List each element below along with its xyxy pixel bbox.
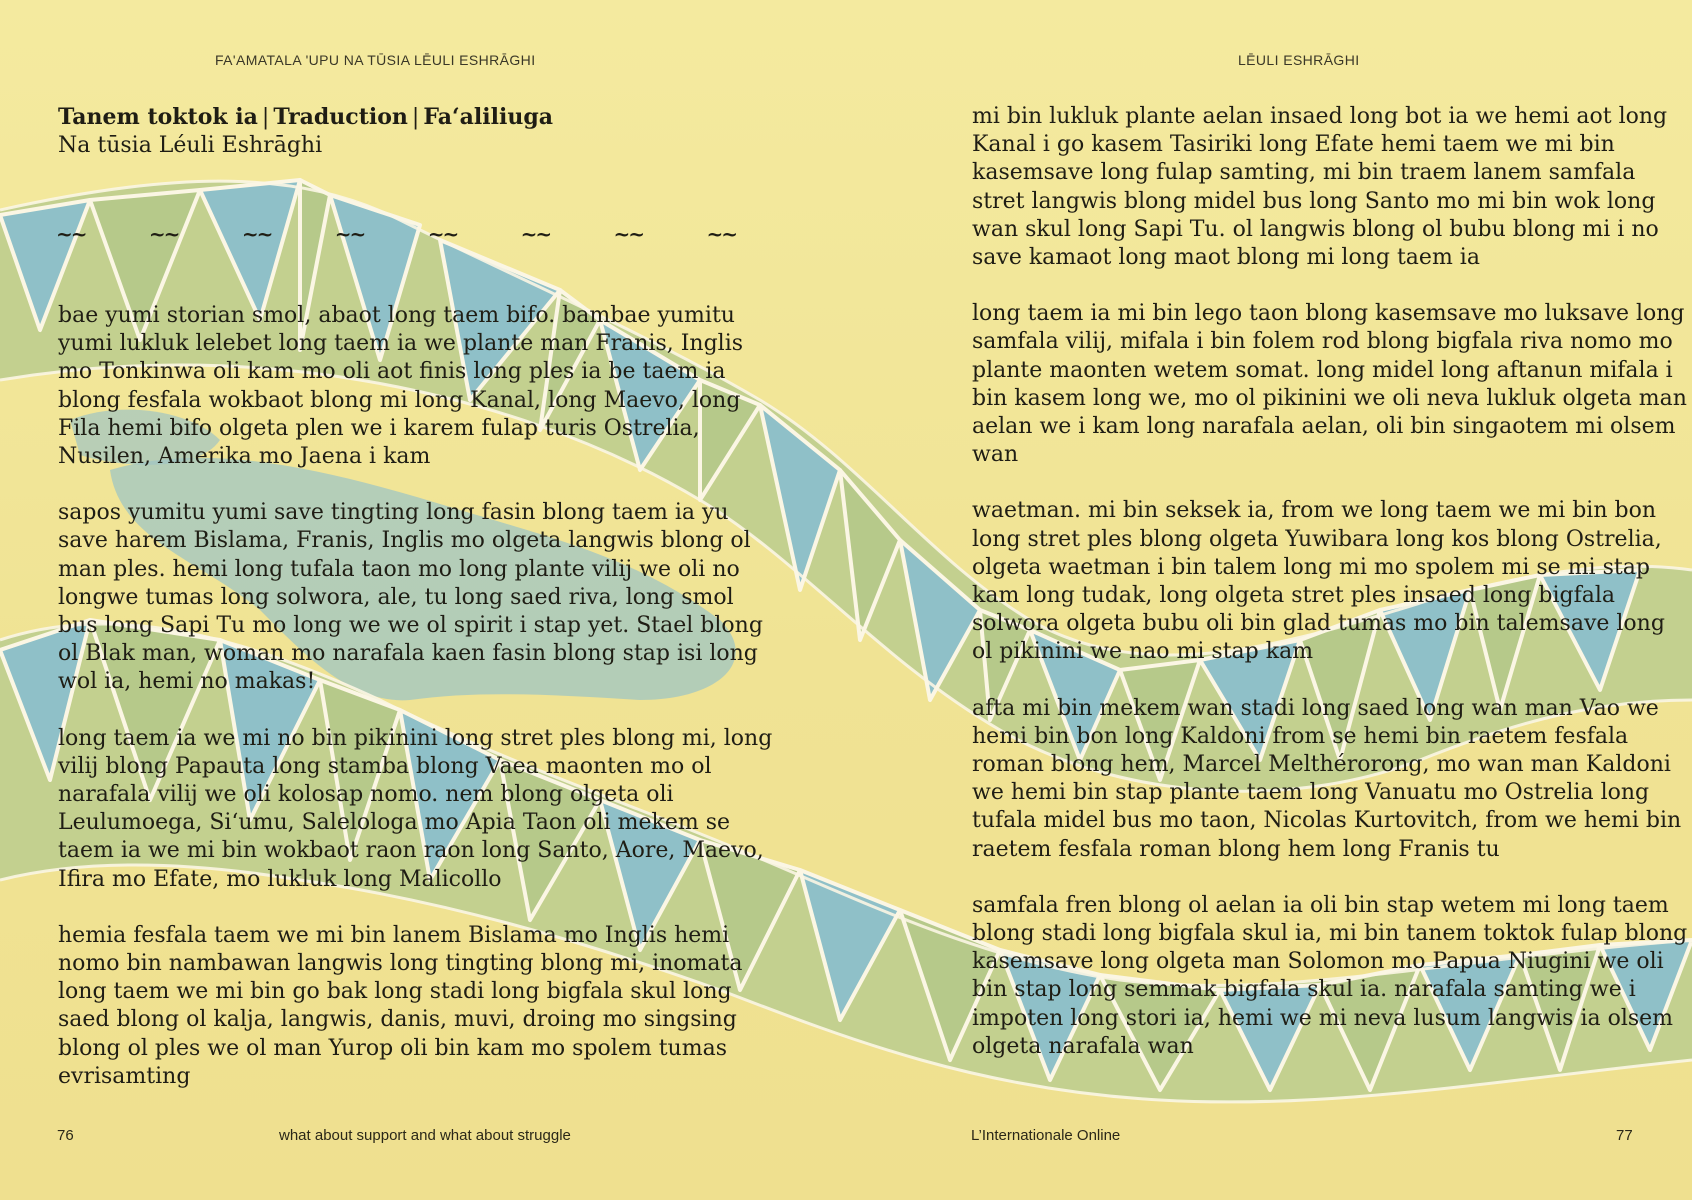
title-part-samoan: Faʻaliliuga bbox=[423, 104, 553, 130]
title-block bbox=[58, 103, 758, 160]
wave-mark: ~~ bbox=[56, 222, 86, 246]
wave-mark: ~~ bbox=[427, 222, 458, 246]
paragraph: samfala fren blong ol aelan ia oli bin stap wetem mi long taem blong stadi long bigfala skul ia, mi bin tanem toktok fulap blong kasemsave long olgeta man Solomon mo Papua Niugini we oli bin stap long semmak bigfala skul ia. narafala samting we i impoten long stori ia, hemi we mi neva lusum langwis ia olsem olgeta narafala wan bbox=[972, 892, 1688, 1059]
paragraph: long taem ia we mi no bin pikinini long stret ples blong mi, long vilij blong Papauta long stamba blong Vaea maonten mo ol narafala vilij we oli kolosap nomo. nem blong olgeta oli Leulumoega, Siʻumu, Salelologa mo Apia Taon oli mekem se taem ia we mi bin wokbaot raon raon long Santo, Aore, Maevo, Ifira mo Efate, mo lukluk long Malicollo bbox=[58, 725, 773, 892]
wave-marks-row bbox=[56, 222, 736, 246]
title-part-french: Traduction bbox=[273, 104, 408, 130]
wave-mark: ~~ bbox=[706, 222, 736, 246]
paragraph: hemia fesfala taem we mi bin lanem Bislama mo Inglis hemi nomo bin nambawan langwis long tingting blong mi, inomata long taem we mi bin go bak long stadi long bigfala skul long saed blong ol kalja, langwis, danis, muvi, droing mo singsing blong ol ples we ol man Yurop oli bin kam mo spolem tumas evrisamting bbox=[58, 922, 743, 1089]
footer-title-right: L’Internationale Online bbox=[971, 1127, 1121, 1144]
wave-mark: ~~ bbox=[241, 222, 272, 246]
article-title bbox=[58, 103, 758, 132]
title-part-tok-pisin: Tanem toktok ia bbox=[58, 104, 258, 130]
paragraph: long taem ia mi bin lego taon blong kasemsave mo luksave long samfala vilij, mifala i bin folem rod blong bigfala riva nomo mo plante maonten wetem somat. long midel long aftanun mifala i bin kasem long we, mo ol pikinini we oli neva lukluk olgeta man aelan we i kam long narafala aelan, oli bin singaotem mi olsem wan bbox=[972, 301, 1687, 468]
footer-title-left: what about support and what about struggle bbox=[279, 1127, 571, 1144]
wave-mark: ~~ bbox=[613, 222, 644, 246]
wave-mark: ~~ bbox=[334, 222, 365, 246]
page-number-left: 76 bbox=[57, 1127, 74, 1144]
left-body-text bbox=[58, 302, 778, 1119]
running-head-right: LĒULI ESHRĀGHI bbox=[1238, 52, 1360, 68]
paragraph: afta mi bin mekem wan stadi long saed long wan man Vao we hemi bin bon long Kaldoni from se hemi bin raetem fesfala roman blong hem, Marcel Melthérorong, mo wan man Kaldoni we hemi bin stap plante taem long Vanuatu mo Ostrelia long tufala midel bus mo taon, Nicolas Kurtovitch, from we hemi bin raetem fesfala roman blong hem long Franis tu bbox=[972, 695, 1682, 862]
paragraph: waetman. mi bin seksek ia, from we long taem we mi bin bon long stret ples blong olgeta Yuwibara long kos blong Ostrelia, olgeta waetman i bin talem long mi mo spolem mi se mi stap kam long tudak, long olgeta stret ples insaed long bigfala solwora olgeta bubu oli bin glad tumas mo bin talemsave long ol pikinini we nao mi stap kam bbox=[972, 498, 1665, 665]
byline: Na tūsia Léuli Eshrāghi bbox=[58, 133, 323, 158]
running-head-left: FA'AMATALA 'UPU NA TŪSIA LĒULI ESHRĀGHI bbox=[215, 52, 536, 68]
paragraph: bae yumi storian smol, abaot long taem bifo. bambae yumitu yumi lukluk lelebet long taem ia we plante man Franis, Inglis mo Tonkinwa oli kam mo oli aot finis long ples ia be taem ia blong fesfala wokbaot blong mi long Kanal, long Maevo, long Fila hemi bifo olgeta plen we i karem fulap turis Ostrelia, Nusilen, Amerika mo Jaena i kam bbox=[58, 303, 744, 470]
right-body-text bbox=[972, 103, 1692, 1089]
paragraph: mi bin lukluk plante aelan insaed long bot ia we hemi aot long Kanal i go kasem Tasiriki long Efate hemi taem we mi bin kasemsave long fulap samting, mi bin traem lanem samfala stret langwis blong midel bus long Santo mo mi bin wok long wan skul long Sapi Tu. ol langwis blong ol bubu blong mi i no save kamaot long maot blong mi long taem ia bbox=[972, 104, 1668, 271]
wave-mark: ~~ bbox=[520, 222, 551, 246]
wave-mark: ~~ bbox=[148, 222, 179, 246]
title-separator: | bbox=[261, 105, 270, 130]
page-number-right: 77 bbox=[1616, 1127, 1633, 1144]
paragraph: sapos yumitu yumi save tingting long fasin blong taem ia yu save harem Bislama, Franis, Inglis mo olgeta langwis blong ol man ples. hemi long tufala taon mo long plante vilij we oli no longwe tumas long solwora, ale, tu long saed riva, long smol bus long Sapi Tu mo long we we ol spirit i stap yet. Stael blong ol Blak man, woman mo narafala kaen fasin blong stap isi long wol ia, hemi no makas! bbox=[58, 500, 763, 695]
title-separator: | bbox=[411, 105, 420, 130]
right-page bbox=[846, 0, 1692, 1200]
